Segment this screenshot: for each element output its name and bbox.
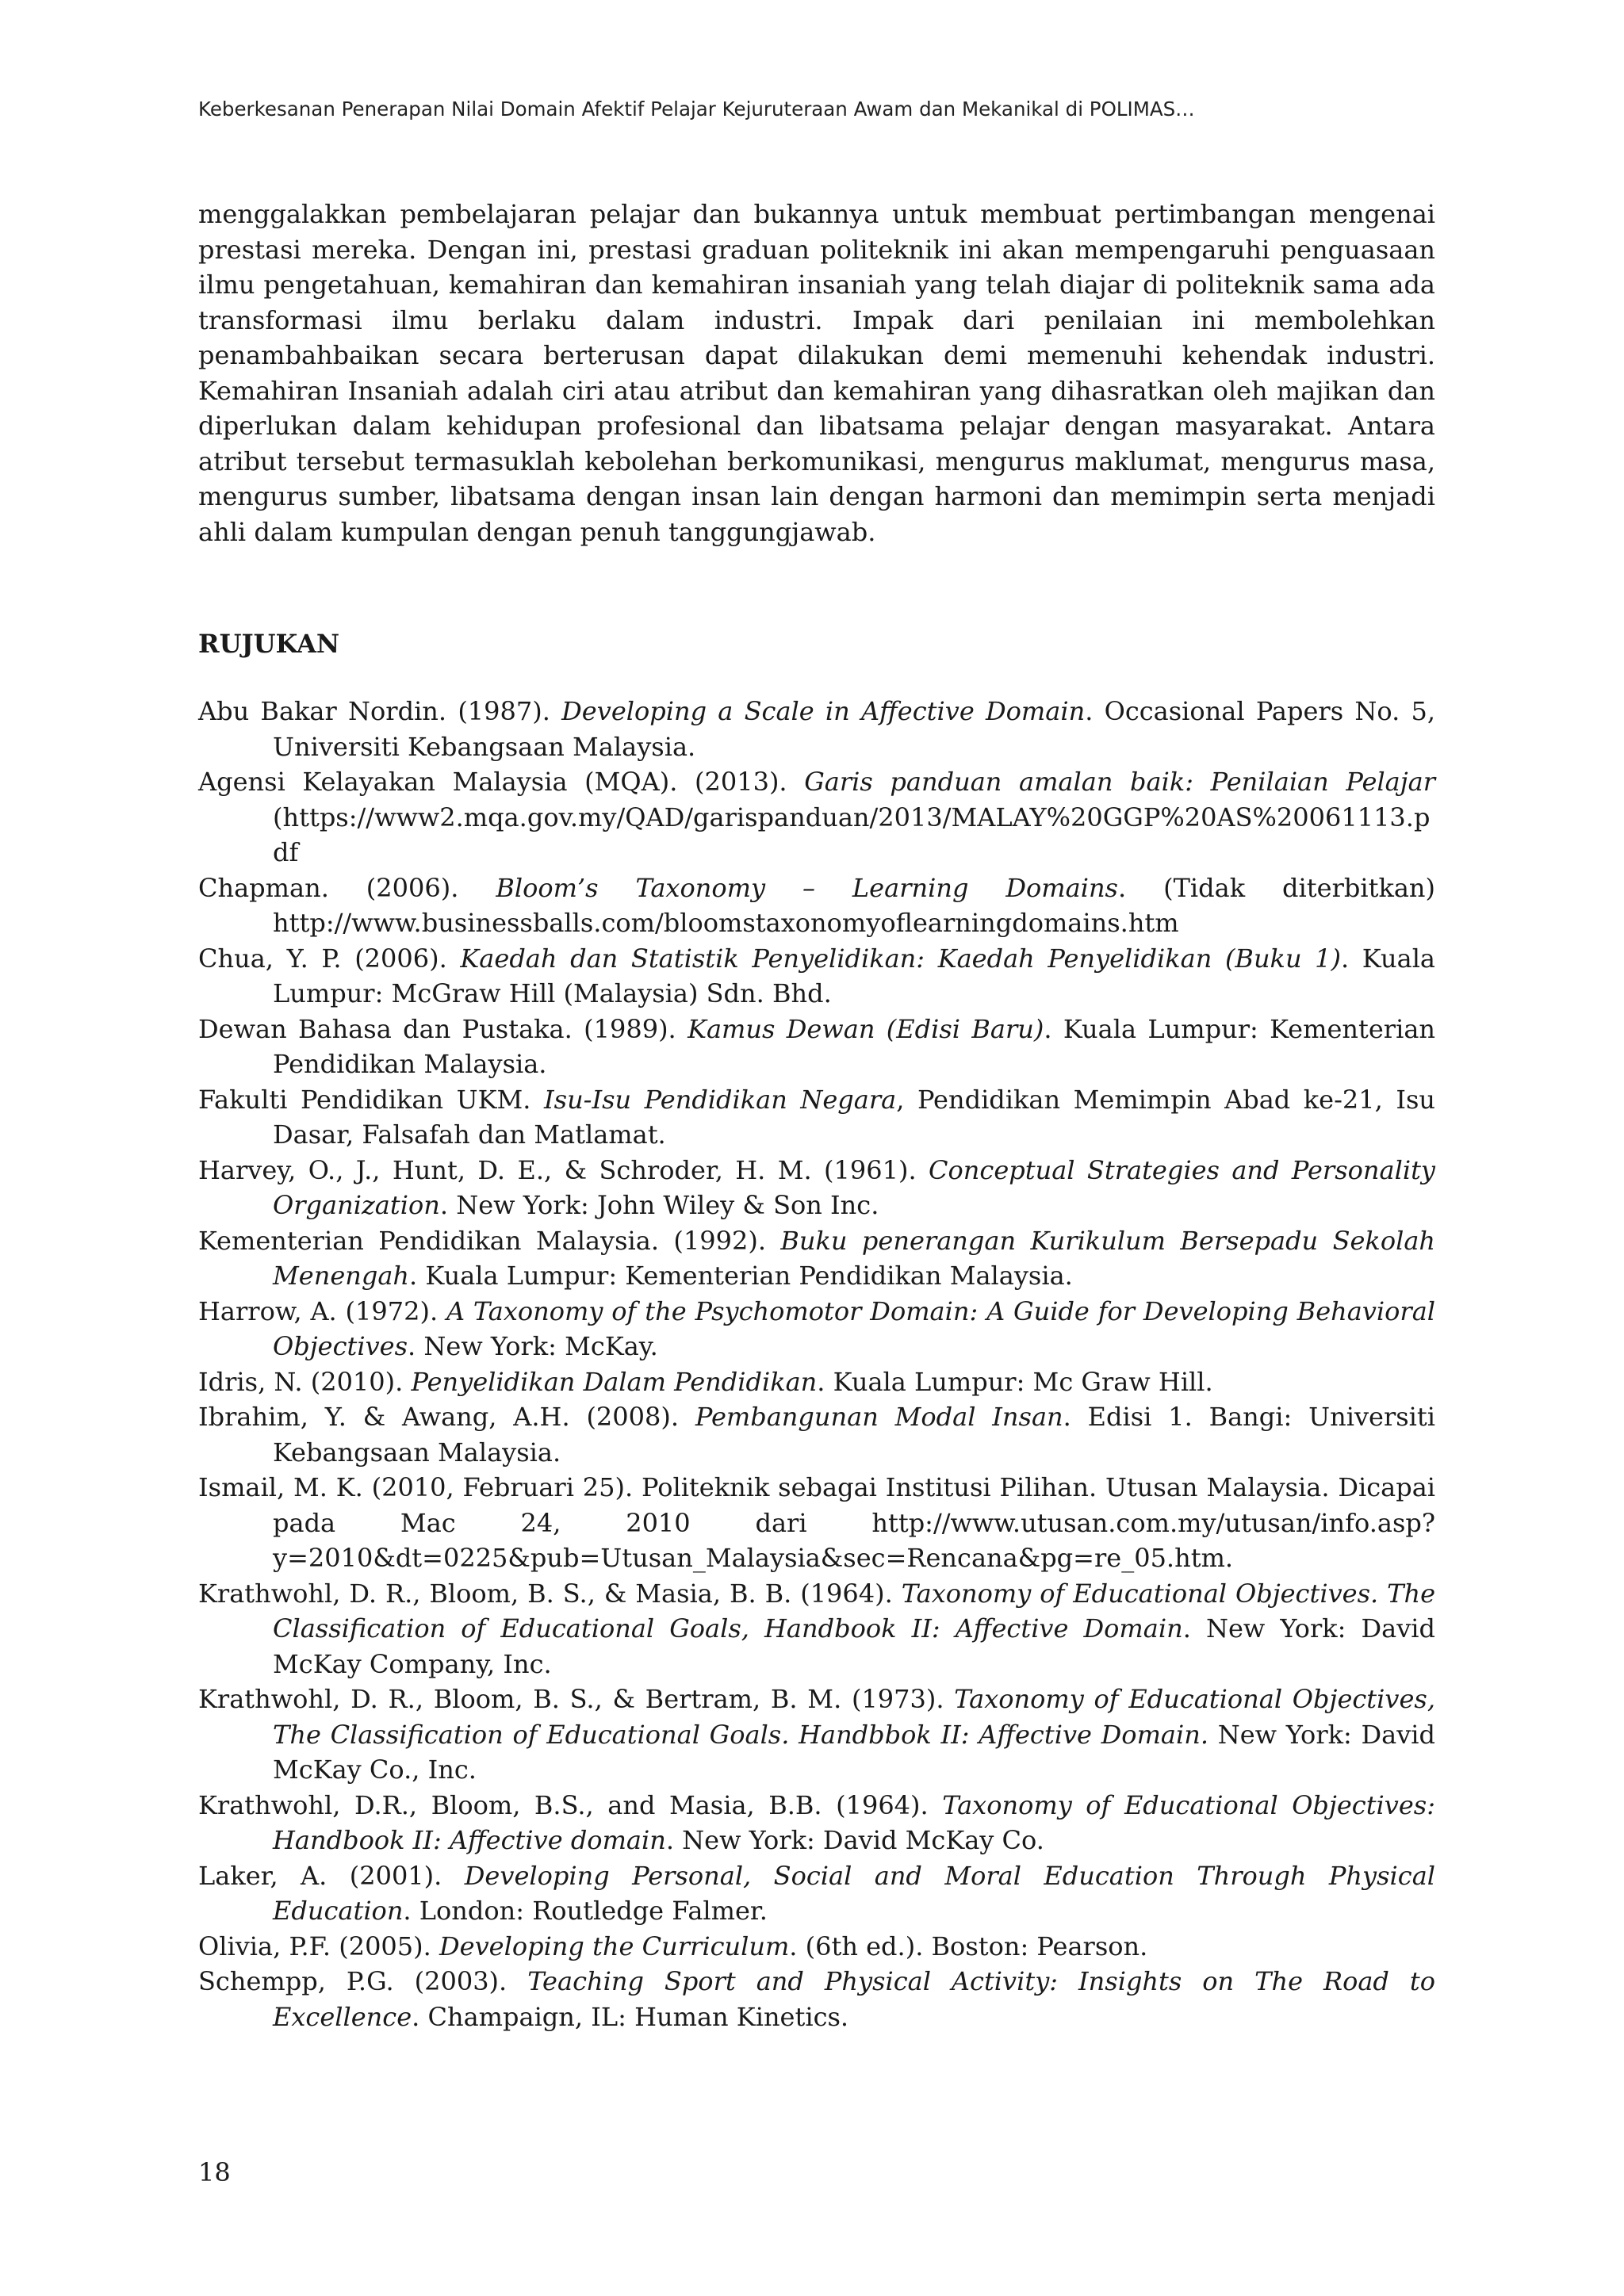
reference-title: Isu-Isu Pendidikan Negara xyxy=(544,1084,897,1115)
reference-post: . Kuala Lumpur: McGraw Hill (Malaysia) Sdn. Bhd. xyxy=(273,943,1436,1008)
reference-post: , Pendidikan Memimpin Abad ke-21, Isu Dasar, Falsafah dan Matlamat. xyxy=(273,1084,1436,1150)
reference-post: . (6th ed.). Boston: Pearson. xyxy=(789,1931,1148,1961)
reference-entry xyxy=(198,1576,1435,1682)
reference-post: . London: Routledge Falmer. xyxy=(403,1896,768,1926)
reference-title: Taxonomy of Educational Objectives: Handbook II: Affective domain xyxy=(273,1789,1436,1855)
reference-entry xyxy=(198,1012,1435,1082)
reference-post: . New York: David McKay Company, Inc. xyxy=(273,1613,1436,1679)
reference-title: Developing a Scale in Affective Domain xyxy=(561,696,1086,726)
reference-pre: Krathwohl, D. R., Bloom, B. S., & Bertram, B. M. (1973). xyxy=(198,1684,955,1714)
reference-entry xyxy=(198,1364,1435,1400)
reference-entry xyxy=(198,941,1435,1012)
reference-post: . New York: McKay. xyxy=(408,1331,658,1361)
reference-entry xyxy=(198,1929,1435,1965)
reference-post: . Edisi 1. Bangi: Universiti Kebangsaan Malaysia. xyxy=(273,1402,1436,1468)
reference-title: Pembangunan Modal Insan xyxy=(695,1402,1063,1432)
reference-entry xyxy=(198,1082,1435,1153)
reference-entry xyxy=(198,1964,1435,2034)
reference-pre: Dewan Bahasa dan Pustaka. (1989). xyxy=(198,1013,688,1044)
reference-title: Kamus Dewan (Edisi Baru) xyxy=(688,1013,1044,1044)
reference-entry xyxy=(198,1399,1435,1470)
reference-pre: Krathwohl, D.R., Bloom, B.S., and Masia, B.B. (1964). xyxy=(198,1789,943,1820)
reference-title: Developing Personal, Social and Moral Education Through Physical Education xyxy=(273,1860,1436,1926)
body-paragraph: menggalakkan pembelajaran pelajar dan bukannya untuk membuat pertimbangan mengenai prestasi mereka. Dengan ini, prestasi graduan politeknik ini akan mempengaruhi penguasaan ilmu pengetahuan, kemahiran dan kemahiran insaniah yang telah diajar di politeknik sama ada transformasi ilmu berlaku dalam industri. Impak dari penilaian ini membolehkan penambahbaikan secara berterusan dapat dilakukan demi memenuhi kehendak industri. Kemahiran Insaniah adalah ciri atau atribut dan kemahiran yang dihasratkan oleh majikan dan diperlukan dalam kehidupan profesional dan libatsama pelajar dengan masyarakat. Antara atribut tersebut termasuklah kebolehan berkomunikasi, mengurus maklumat, mengurus masa, mengurus sumber, libatsama dengan insan lain dengan harmoni dan memimpin serta menjadi ahli dalam kumpulan dengan penuh tanggungjawab. xyxy=(198,199,1435,547)
reference-entry xyxy=(198,1223,1435,1294)
reference-pre: Chapman. (2006). xyxy=(198,872,496,903)
reference-title: Kaedah dan Statistik Penyelidikan: Kaedah Penyelidikan (Buku 1) xyxy=(460,943,1342,974)
reference-title: Bloom’s Taxonomy – Learning Domains xyxy=(496,872,1118,903)
reference-pre: Olivia, P.F. (2005). xyxy=(198,1931,439,1961)
reference-title: Buku penerangan Kurikulum Bersepadu Sekolah Menengah xyxy=(273,1225,1435,1291)
reference-entry xyxy=(198,694,1435,764)
reference-post: . New York: John Wiley & Son Inc. xyxy=(439,1190,879,1220)
reference-pre: Abu Bakar Nordin. (1987). xyxy=(198,696,562,726)
reference-post: . Occasional Papers No. 5, Universiti Kebangsaan Malaysia. xyxy=(273,696,1436,762)
reference-post: (https://www2.mqa.gov.my/QAD/garispanduan/2013/MALAY%20GGP%20AS%20061113.pdf xyxy=(273,802,1431,867)
reference-pre: Harvey, O., J., Hunt, D. E., & Schroder, H. M. (1961). xyxy=(198,1154,929,1185)
page-number: 18 xyxy=(198,2157,231,2187)
reference-post: . Kuala Lumpur: Kementerian Pendidikan Malaysia. xyxy=(409,1261,1073,1291)
reference-entry xyxy=(198,871,1435,941)
reference-entry xyxy=(198,764,1435,871)
reference-entry xyxy=(198,1294,1435,1364)
reference-title: A Taxonomy of the Psychomotor Domain: A Guide for Developing Behavioral Objectives xyxy=(273,1295,1436,1361)
reference-entry xyxy=(198,1153,1435,1223)
reference-post: . Kuala Lumpur: Kementerian Pendidikan Malaysia. xyxy=(273,1013,1435,1079)
reference-post: . New York: David McKay Co. xyxy=(665,1825,1044,1855)
reference-title: Garis panduan amalan baik: Penilaian Pelajar xyxy=(804,767,1435,797)
reference-pre: Ibrahim, Y. & Awang, A.H. (2008). xyxy=(198,1402,695,1432)
reference-entry xyxy=(198,1682,1435,1788)
reference-pre: Kementerian Pendidikan Malaysia. (1992). xyxy=(198,1225,781,1256)
reference-entry xyxy=(198,1788,1435,1858)
reference-pre: Schempp, P.G. (2003). xyxy=(198,1966,528,1996)
reference-entry xyxy=(198,1858,1435,1929)
reference-pre: Agensi Kelayakan Malaysia (MQA). (2013). xyxy=(198,767,805,797)
reference-title: Penyelidikan Dalam Pendidikan xyxy=(411,1366,818,1397)
reference-pre: Laker, A. (2001). xyxy=(198,1860,465,1891)
reference-title: Conceptual Strategies and Personality Organization xyxy=(273,1154,1436,1220)
reference-pre: Fakulti Pendidikan UKM. xyxy=(198,1084,544,1115)
reference-list xyxy=(198,694,1435,2034)
reference-pre: Idris, N. (2010). xyxy=(198,1366,412,1397)
reference-entry xyxy=(198,1470,1435,1576)
reference-title: Teaching Sport and Physical Activity: Insights on The Road to Excellence xyxy=(273,1966,1436,2032)
reference-post: . (Tidak diterbitkan) http://www.businessballs.com/bloomstaxonomyoflearningdomains.htm xyxy=(273,872,1436,938)
reference-pre: Krathwohl, D. R., Bloom, B. S., & Masia, B. B. (1964). xyxy=(198,1578,902,1609)
reference-post: . Champaign, IL: Human Kinetics. xyxy=(412,2001,849,2032)
reference-pre: Harrow, A. (1972). xyxy=(198,1295,446,1326)
reference-title: Taxonomy of Educational Objectives, The Classification of Educational Goals. Handbbok II: Affective Domain. xyxy=(273,1684,1435,1750)
reference-pre: Ismail, M. K. (2010, Februari 25). Politeknik sebagai Institusi Pilihan. Utusan Malaysia. Dicapai pada Mac 24, 2010 dari http://www.utusan.com.my/utusan/info.asp?y=2010&dt=0225&pub=Utusan_Malaysia&sec=Rencana&pg=re_05.htm. xyxy=(198,1472,1435,1573)
reference-post: . Kuala Lumpur: Mc Graw Hill. xyxy=(817,1366,1213,1397)
reference-title: Taxonomy of Educational Objectives. The Classification of Educational Goals, Handbook II: Affective Domain xyxy=(273,1578,1436,1644)
reference-title: Developing the Curriculum xyxy=(439,1931,790,1961)
references-heading: RUJUKAN xyxy=(198,629,340,659)
running-header: Keberkesanan Penerapan Nilai Domain Afektif Pelajar Kejuruteraan Awam dan Mekanikal di POLIMAS… xyxy=(198,98,1195,121)
reference-pre: Chua, Y. P. (2006). xyxy=(198,943,461,974)
reference-post: New York: David McKay Co., Inc. xyxy=(273,1719,1436,1785)
